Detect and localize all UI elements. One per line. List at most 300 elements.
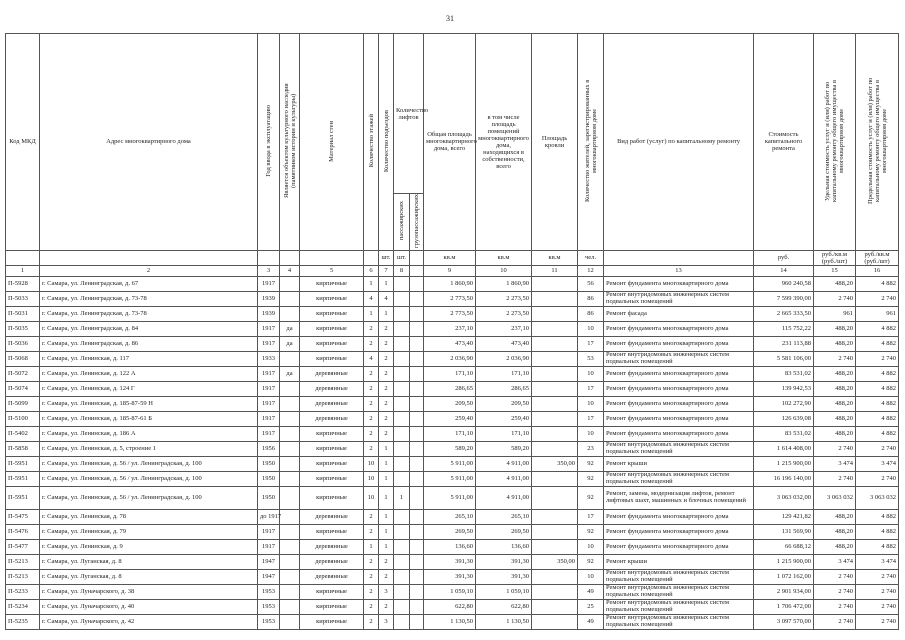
- cell-area: 391,30: [424, 569, 476, 584]
- cell-el2: [410, 276, 424, 291]
- header-roof: Площадь кровли: [532, 34, 578, 251]
- cell-wall: кирпичные: [300, 584, 364, 599]
- cell-unit: 488,20: [814, 336, 856, 351]
- table-row: [6, 599, 899, 614]
- cell-el1: [394, 336, 410, 351]
- cell-addr: г. Самара, ул. Луначарского, д. 42: [40, 614, 258, 629]
- cell-heritage: [280, 381, 300, 396]
- cell-wall: кирпичные: [300, 456, 364, 471]
- cell-unit: 2 740: [814, 599, 856, 614]
- cell-cost: 129 421,82: [754, 509, 814, 524]
- cell-code: П-5213: [6, 569, 40, 584]
- cell-el1: [394, 614, 410, 629]
- header-heritage: Является объектом культурного наследия (памятником истории и культуры): [280, 34, 300, 251]
- cell-own: 237,10: [476, 321, 532, 336]
- cell-cost: 1 072 162,00: [754, 569, 814, 584]
- cell-entr: 2: [379, 396, 394, 411]
- cell-code: П-5072: [6, 366, 40, 381]
- cell-entr: 2: [379, 599, 394, 614]
- cell-cost: 115 752,22: [754, 321, 814, 336]
- cell-entr: 2: [379, 411, 394, 426]
- cell-el2: [410, 509, 424, 524]
- cell-el1: [394, 441, 410, 456]
- cell-el1: [394, 291, 410, 306]
- cell-addr: г. Самара, ул. Ленинская, д. 124 Г: [40, 381, 258, 396]
- header-elevators: Количество лифтов: [394, 34, 424, 194]
- cell-area: 171,10: [424, 426, 476, 441]
- cell-floors: 1: [364, 276, 379, 291]
- cell-wall: кирпичные: [300, 441, 364, 456]
- cell-el1: [394, 321, 410, 336]
- cell-addr: г. Самара, ул. Луганская, д. 8: [40, 569, 258, 584]
- cell-roof: 350,00: [532, 456, 578, 471]
- cell-addr: г. Самара, ул. Ленинградская, д. 73-78: [40, 306, 258, 321]
- cell-limit: 961: [856, 306, 899, 321]
- header-cost: Стоимость капитального ремонта: [754, 34, 814, 251]
- cell-code: П-5477: [6, 539, 40, 554]
- cell-el2: [410, 539, 424, 554]
- cell-unit: 488,20: [814, 396, 856, 411]
- cell-el1: [394, 569, 410, 584]
- cell-own: 2 273,50: [476, 291, 532, 306]
- cell-el1: [394, 276, 410, 291]
- cell-entr: 2: [379, 321, 394, 336]
- cell-unit: 488,20: [814, 366, 856, 381]
- cell-own: 265,10: [476, 509, 532, 524]
- cell-work: Ремонт крыши: [604, 456, 754, 471]
- cell-wall: деревянные: [300, 396, 364, 411]
- cell-cost: 960 240,58: [754, 276, 814, 291]
- cell-entr: 1: [379, 486, 394, 509]
- cell-wall: деревянные: [300, 554, 364, 569]
- cell-res: 25: [578, 599, 604, 614]
- cell-own: 2 036,90: [476, 351, 532, 366]
- cell-entr: 1: [379, 471, 394, 486]
- cell-wall: кирпичные: [300, 524, 364, 539]
- cell-work: Ремонт фундамента многоквартирного дома: [604, 539, 754, 554]
- cell-wall: деревянные: [300, 569, 364, 584]
- cell-entr: 2: [379, 381, 394, 396]
- cell-code: П-5928: [6, 276, 40, 291]
- cell-area: 237,10: [424, 321, 476, 336]
- cell-unit: 488,20: [814, 524, 856, 539]
- cell-addr: г. Самара, ул. Луначарского, д. 38: [40, 584, 258, 599]
- cell-floors: 2: [364, 599, 379, 614]
- cell-year: 1917: [258, 411, 280, 426]
- cell-addr: г. Самара, ул. Луначарского, д. 40: [40, 599, 258, 614]
- cell-wall: деревянные: [300, 381, 364, 396]
- cell-res: 92: [578, 456, 604, 471]
- cell-code: П-5035: [6, 321, 40, 336]
- cell-floors: 2: [364, 396, 379, 411]
- cell-code: П-5235: [6, 614, 40, 629]
- cell-own: 209,50: [476, 396, 532, 411]
- cell-floors: 2: [364, 366, 379, 381]
- cell-el2: [410, 486, 424, 509]
- cell-res: 23: [578, 441, 604, 456]
- table-row: [6, 366, 899, 381]
- cell-code: П-5068: [6, 351, 40, 366]
- table-row: [6, 426, 899, 441]
- cell-wall: кирпичные: [300, 614, 364, 629]
- cell-own: 259,40: [476, 411, 532, 426]
- cell-code: П-5036: [6, 336, 40, 351]
- cell-cost: 1 215 900,00: [754, 554, 814, 569]
- cell-year: 1947: [258, 569, 280, 584]
- cell-code: П-5074: [6, 381, 40, 396]
- cell-entr: 2: [379, 351, 394, 366]
- cell-own: 1 860,90: [476, 276, 532, 291]
- table-row: [6, 441, 899, 456]
- cell-addr: г. Самара, ул. Ленинградская, д. 84: [40, 321, 258, 336]
- cell-entr: 1: [379, 276, 394, 291]
- cell-roof: [532, 351, 578, 366]
- table-row: [6, 276, 899, 291]
- cell-el1: [394, 539, 410, 554]
- table-row: [6, 509, 899, 524]
- cell-heritage: [280, 569, 300, 584]
- cell-heritage: [280, 524, 300, 539]
- cell-year: 1950: [258, 471, 280, 486]
- cell-addr: г. Самара, ул. Ленинская, д. 185-87-59 Н: [40, 396, 258, 411]
- cell-year: 1917: [258, 276, 280, 291]
- cell-res: 10: [578, 426, 604, 441]
- cell-year: 1917: [258, 381, 280, 396]
- header-year: Год ввода в эксплуатацию: [258, 34, 280, 251]
- cell-heritage: [280, 554, 300, 569]
- cell-code: П-5213: [6, 554, 40, 569]
- cell-cost: 3 063 032,00: [754, 486, 814, 509]
- cell-work: Ремонт фасада: [604, 306, 754, 321]
- cell-cost: 1 215 900,00: [754, 456, 814, 471]
- cell-work: Ремонт фундамента многоквартирного дома: [604, 411, 754, 426]
- cell-own: 4 911,00: [476, 456, 532, 471]
- cell-roof: [532, 396, 578, 411]
- cell-own: 171,10: [476, 366, 532, 381]
- cell-roof: [532, 276, 578, 291]
- cell-year: 1950: [258, 486, 280, 509]
- cell-year: 1953: [258, 584, 280, 599]
- cell-heritage: [280, 599, 300, 614]
- cell-addr: г. Самара, ул. Ленинская, д. 5, строение 1: [40, 441, 258, 456]
- page-number: 31: [446, 14, 454, 23]
- table-row: [6, 486, 899, 509]
- cell-el2: [410, 396, 424, 411]
- table-row: [6, 291, 899, 306]
- cell-area: 1 860,90: [424, 276, 476, 291]
- cell-own: 286,65: [476, 381, 532, 396]
- cell-heritage: [280, 351, 300, 366]
- cell-floors: 2: [364, 441, 379, 456]
- cell-floors: 2: [364, 554, 379, 569]
- table-row: [6, 471, 899, 486]
- cell-work: Ремонт фундамента многоквартирного дома: [604, 509, 754, 524]
- cell-wall: кирпичные: [300, 336, 364, 351]
- cell-unit: 488,20: [814, 381, 856, 396]
- cell-limit: 2 740: [856, 351, 899, 366]
- cell-area: 209,50: [424, 396, 476, 411]
- cell-heritage: [280, 291, 300, 306]
- cell-el2: [410, 554, 424, 569]
- cell-res: 92: [578, 471, 604, 486]
- cell-el1: [394, 554, 410, 569]
- cell-el2: [410, 366, 424, 381]
- cell-res: 92: [578, 524, 604, 539]
- cell-el1: [394, 426, 410, 441]
- cell-roof: [532, 306, 578, 321]
- cell-limit: 4 882: [856, 276, 899, 291]
- cell-limit: 2 740: [856, 614, 899, 629]
- cell-heritage: [280, 486, 300, 509]
- header-area: Общая площадь многоквартирного дома, всего: [424, 34, 476, 251]
- cell-floors: 10: [364, 456, 379, 471]
- cell-addr: г. Самара, ул. Ленинградская, д. 86: [40, 336, 258, 351]
- cell-addr: г. Самара, ул. Ленинградская, д. 67: [40, 276, 258, 291]
- cell-own: 589,20: [476, 441, 532, 456]
- cell-entr: 2: [379, 569, 394, 584]
- cell-unit: 2 740: [814, 471, 856, 486]
- cell-code: П-5233: [6, 584, 40, 599]
- cell-el2: [410, 614, 424, 629]
- cell-wall: деревянные: [300, 509, 364, 524]
- cell-code: П-5951: [6, 471, 40, 486]
- cell-wall: кирпичные: [300, 351, 364, 366]
- cell-roof: [532, 599, 578, 614]
- cell-roof: [532, 569, 578, 584]
- header-address: Адрес многоквартирного дома: [40, 34, 258, 251]
- cell-work: Ремонт, замена, модернизация лифтов, ремонт лифтовых шахт, машинных и блочных помещений: [604, 486, 754, 509]
- cell-year: 1956: [258, 441, 280, 456]
- cell-cost: 83 531,02: [754, 366, 814, 381]
- cell-el1: [394, 584, 410, 599]
- cell-wall: кирпичные: [300, 599, 364, 614]
- cell-res: 49: [578, 614, 604, 629]
- cell-wall: кирпичные: [300, 276, 364, 291]
- cell-el1: [394, 471, 410, 486]
- cell-floors: 2: [364, 426, 379, 441]
- cell-own: 4 911,00: [476, 471, 532, 486]
- cell-year: 1950: [258, 456, 280, 471]
- cell-el1: [394, 509, 410, 524]
- cell-wall: кирпичные: [300, 306, 364, 321]
- cell-roof: [532, 291, 578, 306]
- table-row: [6, 456, 899, 471]
- cell-own: 136,60: [476, 539, 532, 554]
- cell-addr: г. Самара, ул. Ленинская, д. 186 А: [40, 426, 258, 441]
- cell-work: Ремонт фундамента многоквартирного дома: [604, 366, 754, 381]
- cell-work: Ремонт внутридомовых инженерных систем подвальных помещений: [604, 351, 754, 366]
- table-row: [6, 411, 899, 426]
- cell-roof: [532, 426, 578, 441]
- cell-addr: г. Самара, ул. Ленинская, д. 56 / ул. Ленинградская, д. 100: [40, 471, 258, 486]
- units-row: шт. шт. кв.м кв.м кв.м чел. руб. руб./кв.м (руб./шт) руб./кв.м (руб./шт): [6, 250, 899, 265]
- cell-cost: 139 942,53: [754, 381, 814, 396]
- cell-limit: 2 740: [856, 599, 899, 614]
- header-passenger: пассажирских: [394, 194, 410, 251]
- cell-code: П-5033: [6, 291, 40, 306]
- cell-code: П-5951: [6, 486, 40, 509]
- cell-code: П-5100: [6, 411, 40, 426]
- cell-cost: 2 665 333,50: [754, 306, 814, 321]
- cell-floors: 2: [364, 614, 379, 629]
- cell-cost: 7 599 390,00: [754, 291, 814, 306]
- cell-floors: 2: [364, 509, 379, 524]
- cell-code: П-5031: [6, 306, 40, 321]
- cell-floors: 4: [364, 291, 379, 306]
- cell-entr: 2: [379, 426, 394, 441]
- cell-entr: 1: [379, 539, 394, 554]
- cell-limit: 2 740: [856, 471, 899, 486]
- cell-floors: 1: [364, 306, 379, 321]
- cell-floors: 1: [364, 539, 379, 554]
- cell-addr: г. Самара, ул. Ленинская, д. 56 / ул. Ленинградская, д. 100: [40, 456, 258, 471]
- cell-year: 1947: [258, 554, 280, 569]
- cell-res: 10: [578, 366, 604, 381]
- cell-el1: [394, 524, 410, 539]
- cell-el1: 1: [394, 486, 410, 509]
- cell-el1: [394, 411, 410, 426]
- cell-limit: 3 063 032: [856, 486, 899, 509]
- cell-limit: 4 882: [856, 381, 899, 396]
- cell-unit: 488,20: [814, 321, 856, 336]
- cell-own: 4 911,00: [476, 486, 532, 509]
- table-row: [6, 336, 899, 351]
- cell-roof: [532, 584, 578, 599]
- cell-roof: [532, 524, 578, 539]
- cell-work: Ремонт внутридомовых инженерных систем подвальных помещений: [604, 569, 754, 584]
- cell-year: 1917: [258, 524, 280, 539]
- header-code: Код МКД: [6, 34, 40, 251]
- table-row: [6, 569, 899, 584]
- cell-unit: 3 063 032: [814, 486, 856, 509]
- cell-heritage: [280, 584, 300, 599]
- cell-addr: г. Самара, ул. Ленинская, д. 56 / ул. Ленинградская, д. 100: [40, 486, 258, 509]
- cell-entr: 3: [379, 614, 394, 629]
- cell-entr: 1: [379, 524, 394, 539]
- cell-cost: 16 196 140,00: [754, 471, 814, 486]
- cell-wall: деревянные: [300, 539, 364, 554]
- cell-roof: [532, 366, 578, 381]
- cell-own: 391,30: [476, 554, 532, 569]
- cell-area: 136,60: [424, 539, 476, 554]
- cell-unit: 488,20: [814, 509, 856, 524]
- table-row: [6, 396, 899, 411]
- cell-heritage: да: [280, 366, 300, 381]
- cell-entr: 1: [379, 456, 394, 471]
- cell-el2: [410, 441, 424, 456]
- cell-year: 1939: [258, 306, 280, 321]
- table-row: [6, 351, 899, 366]
- cell-work: Ремонт внутридомовых инженерных систем подвальных помещений: [604, 291, 754, 306]
- cell-limit: 4 882: [856, 366, 899, 381]
- cell-area: 2 773,50: [424, 291, 476, 306]
- cell-limit: 3 474: [856, 554, 899, 569]
- cell-unit: 3 474: [814, 456, 856, 471]
- cell-area: 259,40: [424, 411, 476, 426]
- cell-roof: [532, 336, 578, 351]
- cell-limit: 4 882: [856, 539, 899, 554]
- cell-roof: [532, 509, 578, 524]
- cell-code: П-5475: [6, 509, 40, 524]
- cell-addr: г. Самара, ул. Ленинская, д. 78: [40, 509, 258, 524]
- cell-own: 171,10: [476, 426, 532, 441]
- cell-area: 2 773,50: [424, 306, 476, 321]
- cell-entr: 2: [379, 554, 394, 569]
- cell-unit: 488,20: [814, 426, 856, 441]
- cell-floors: 4: [364, 351, 379, 366]
- cell-work: Ремонт фундамента многоквартирного дома: [604, 524, 754, 539]
- cell-entr: 4: [379, 291, 394, 306]
- cell-work: Ремонт внутридомовых инженерных систем подвальных помещений: [604, 584, 754, 599]
- cell-floors: 10: [364, 486, 379, 509]
- cell-limit: 2 740: [856, 569, 899, 584]
- cell-heritage: [280, 426, 300, 441]
- cell-heritage: [280, 306, 300, 321]
- cell-roof: [532, 321, 578, 336]
- cell-res: 10: [578, 321, 604, 336]
- cell-floors: 2: [364, 321, 379, 336]
- header-unit-cost: Удельная стоимость услуг и (или) работ по капитальному ремонту общего имущества в многоквартирном доме: [814, 34, 856, 251]
- cell-el2: [410, 471, 424, 486]
- header-limit-cost: Предельная стоимость услуг и (или) работ по капитальному ремонту общего имущества в многоквартирном доме: [856, 34, 899, 251]
- cell-code: П-5476: [6, 524, 40, 539]
- cell-work: Ремонт фундамента многоквартирного дома: [604, 336, 754, 351]
- header-owned-area: в том числе площадь помещений многоквартирного дома, находящихся в собственности, всего: [476, 34, 532, 251]
- cell-own: 622,80: [476, 599, 532, 614]
- cell-cost: 1 706 472,00: [754, 599, 814, 614]
- cell-work: Ремонт крыши: [604, 554, 754, 569]
- cell-floors: 2: [364, 584, 379, 599]
- capital-repair-table: [5, 33, 899, 630]
- cell-cost: 231 113,88: [754, 336, 814, 351]
- table-row: [6, 306, 899, 321]
- cell-limit: 4 882: [856, 396, 899, 411]
- cell-work: Ремонт внутридомовых инженерных систем подвальных помещений: [604, 471, 754, 486]
- cell-year: 1917: [258, 426, 280, 441]
- cell-area: 5 911,00: [424, 456, 476, 471]
- cell-cost: 83 531,02: [754, 426, 814, 441]
- cell-res: 17: [578, 336, 604, 351]
- cell-cost: 3 097 570,00: [754, 614, 814, 629]
- cell-floors: 2: [364, 524, 379, 539]
- cell-addr: г. Самара, ул. Ленинская, д. 185-87-61 Б: [40, 411, 258, 426]
- cell-year: 1917: [258, 321, 280, 336]
- cell-addr: г. Самара, ул. Ленинская, д. 122 А: [40, 366, 258, 381]
- cell-el1: [394, 306, 410, 321]
- table-row: [6, 381, 899, 396]
- cell-cost: 1 614 408,00: [754, 441, 814, 456]
- cell-roof: [532, 381, 578, 396]
- cell-res: 17: [578, 381, 604, 396]
- cell-own: 1 059,10: [476, 584, 532, 599]
- cell-area: 1 130,50: [424, 614, 476, 629]
- cell-area: 269,50: [424, 524, 476, 539]
- cell-unit: 2 740: [814, 441, 856, 456]
- cell-el2: [410, 599, 424, 614]
- cell-work: Ремонт внутридомовых инженерных систем подвальных помещений: [604, 441, 754, 456]
- cell-year: 1939: [258, 291, 280, 306]
- table-row: [6, 614, 899, 629]
- cell-heritage: да: [280, 321, 300, 336]
- cell-unit: 961: [814, 306, 856, 321]
- cell-el1: [394, 366, 410, 381]
- cell-area: 265,10: [424, 509, 476, 524]
- cell-code: П-5951: [6, 456, 40, 471]
- cell-roof: 350,00: [532, 554, 578, 569]
- cell-code: П-5402: [6, 426, 40, 441]
- cell-floors: 2: [364, 381, 379, 396]
- cell-res: 86: [578, 291, 604, 306]
